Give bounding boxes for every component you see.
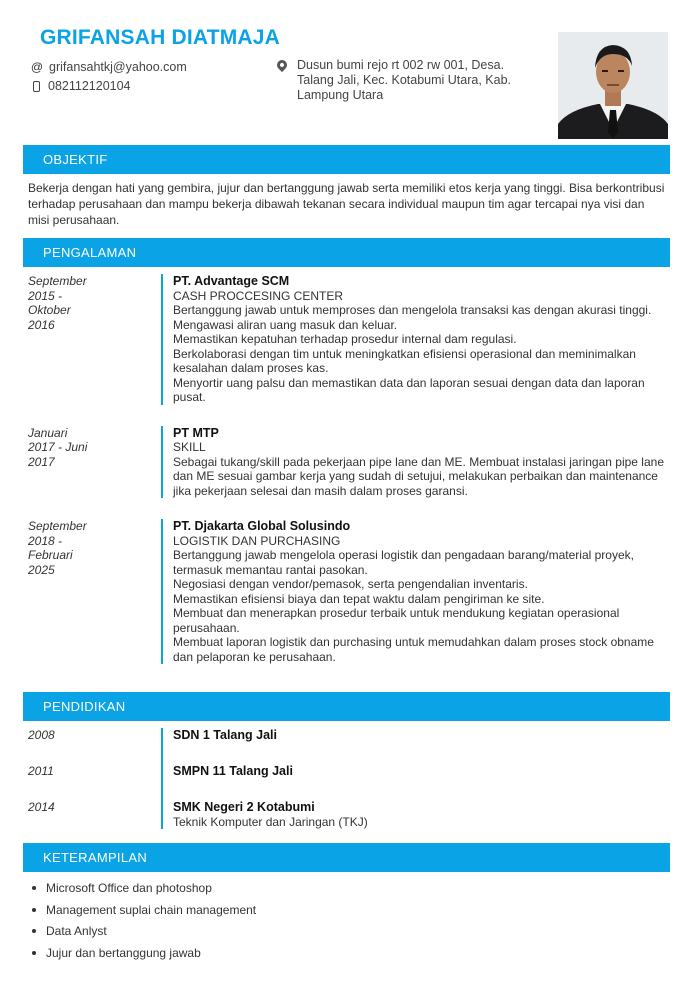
education-body (161, 800, 670, 829)
skill-label: Microsoft Office dan photoshop (46, 880, 212, 895)
address-line: Lampung Utara (297, 88, 384, 102)
experience-body (161, 426, 670, 499)
job-detail: Bertanggung jawab mengelola operasi logistik dan pengadaan barang/material proyek, termasuk memantau rantai pasokan. (173, 548, 634, 577)
experience-body (161, 519, 670, 664)
bullet-icon (32, 929, 36, 933)
date-line: 2015 - (28, 288, 63, 303)
address-block (275, 58, 511, 103)
date-line: September (28, 519, 87, 533)
date-line: 2018 - (28, 533, 63, 548)
section-header-experience: PENGALAMAN (23, 238, 670, 267)
date-line: 2025 (28, 562, 55, 577)
skill-item (28, 942, 256, 964)
education-major: Teknik Komputer dan Jaringan (TKJ) (173, 814, 368, 829)
education-year: 2008 (28, 728, 55, 742)
education-year: 2011 (28, 764, 54, 778)
job-detail: Bertanggung jawab untuk memproses dan mengelola transaksi kas dengan akurasi tinggi. (173, 303, 652, 317)
company-name: PT. Djakarta Global Solusindo (173, 519, 351, 533)
job-position: SKILL (173, 440, 206, 454)
school-name: SMK Negeri 2 Kotabumi (173, 800, 315, 814)
job-detail: Berkolaborasi dengan tim untuk meningkatkan efisiensi operasional dan meminimalkan kesalahan dalam proses kas. (173, 346, 636, 375)
job-detail: Memastikan kepatuhan terhadap prosedur internal dam regulasi. (173, 332, 517, 346)
skill-item (28, 920, 256, 942)
education-year: 2014 (28, 800, 55, 814)
section-header-objective: OBJEKTIF (23, 145, 670, 174)
phone-text: 082112120104 (48, 79, 131, 93)
phone-row (30, 77, 187, 96)
skill-label: Management suplai chain management (46, 902, 257, 917)
education-body (161, 764, 670, 800)
section-header-education: PENDIDIKAN (23, 692, 670, 721)
job-position: CASH PROCCESING CENTER (173, 288, 344, 303)
contact-info (30, 58, 187, 96)
skill-label: Data Anlyst (46, 924, 107, 939)
phone-icon (33, 81, 40, 92)
experience-list (28, 274, 670, 664)
skill-item (28, 899, 256, 921)
experience-body (161, 274, 670, 405)
at-icon: @ (30, 60, 44, 74)
job-detail: Memastikan efisiensi biaya dan tepat waktu dalam pengiriman ke site. (173, 591, 545, 606)
experience-date (28, 519, 161, 664)
job-detail: Membuat dan menerapkan prosedur terbaik untuk mendukung kegiatan operasional perusahaan. (173, 606, 620, 635)
school-name: SDN 1 Talang Jali (173, 728, 277, 742)
education-entry (28, 764, 670, 800)
job-detail: Negosiasi dengan vendor/pemasok, serta pengendalian inventaris. (173, 577, 528, 591)
experience-date (28, 274, 161, 405)
skills-list (28, 877, 256, 964)
school-name: SMPN 11 Talang Jali (173, 764, 293, 778)
email-text: grifansahtkj@yahoo.com (49, 60, 187, 74)
date-line: Oktober (28, 303, 71, 317)
education-body (161, 728, 670, 764)
date-line: September (28, 274, 87, 288)
job-detail: Menyortir uang palsu dan memastikan data dan laporan sesuai dengan data dan laporan pusat. (173, 375, 645, 404)
experience-entry (28, 519, 670, 664)
location-pin-icon (275, 58, 289, 72)
job-detail: Sebagai tukang/skill pada pekerjaan pipe lane dan ME. Membuat instalasi jaringan pipe lane dan ME sesuai gambar kerja yang sudah di setujui, melakukan perbaikan dan maintenance jika pekerjaan selesai dan masih dalam proses garansi. (173, 454, 664, 498)
date-line: Februari (28, 548, 73, 562)
company-name: PT MTP (173, 425, 219, 440)
education-entry (28, 728, 670, 764)
bullet-icon (32, 886, 36, 890)
experience-entry (28, 274, 670, 426)
email-row (30, 58, 187, 77)
section-header-skills: KETERAMPILAN (23, 843, 670, 872)
objective-text: Bekerja dengan hati yang gembira, jujur dan bertanggung jawab serta memiliki etos kerja yang tinggi. Bisa berkontribusi terhadap perusahaan dan mampu bekerja dibawah tekanan secara individual maupun tim agar tercapai nya visi dan misi perusahaan. (28, 181, 665, 227)
skill-label: Jujur dan bertanggung jawab (46, 945, 201, 960)
date-line: Januari (28, 425, 68, 440)
experience-entry (28, 426, 670, 520)
address-line: Dusun bumi rejo rt 002 rw 001, Desa. (297, 58, 505, 72)
company-name: PT. Advantage SCM (173, 274, 290, 288)
job-position: LOGISTIK DAN PURCHASING (173, 533, 341, 548)
job-detail: Membuat laporan logistik dan purchasing untuk memudahkan dalam proses stock obname dan pelaporan ke perusahaan. (173, 635, 654, 664)
job-detail: Mengawasi aliran uang masuk dan keluar. (173, 317, 398, 332)
skill-item (28, 877, 256, 899)
bullet-icon (32, 908, 36, 912)
bullet-icon (32, 951, 36, 955)
education-list (28, 728, 670, 829)
education-entry (28, 800, 670, 829)
date-line: 2016 (28, 317, 55, 332)
date-line: 2017 (28, 454, 55, 469)
profile-photo (558, 32, 668, 139)
address-line: Talang Jali, Kec. Kotabumi Utara, Kab. (297, 73, 512, 87)
experience-date (28, 426, 161, 499)
date-line: 2017 - Juni (28, 440, 88, 454)
resume-name: GRIFANSAH DIATMAJA (40, 26, 281, 49)
